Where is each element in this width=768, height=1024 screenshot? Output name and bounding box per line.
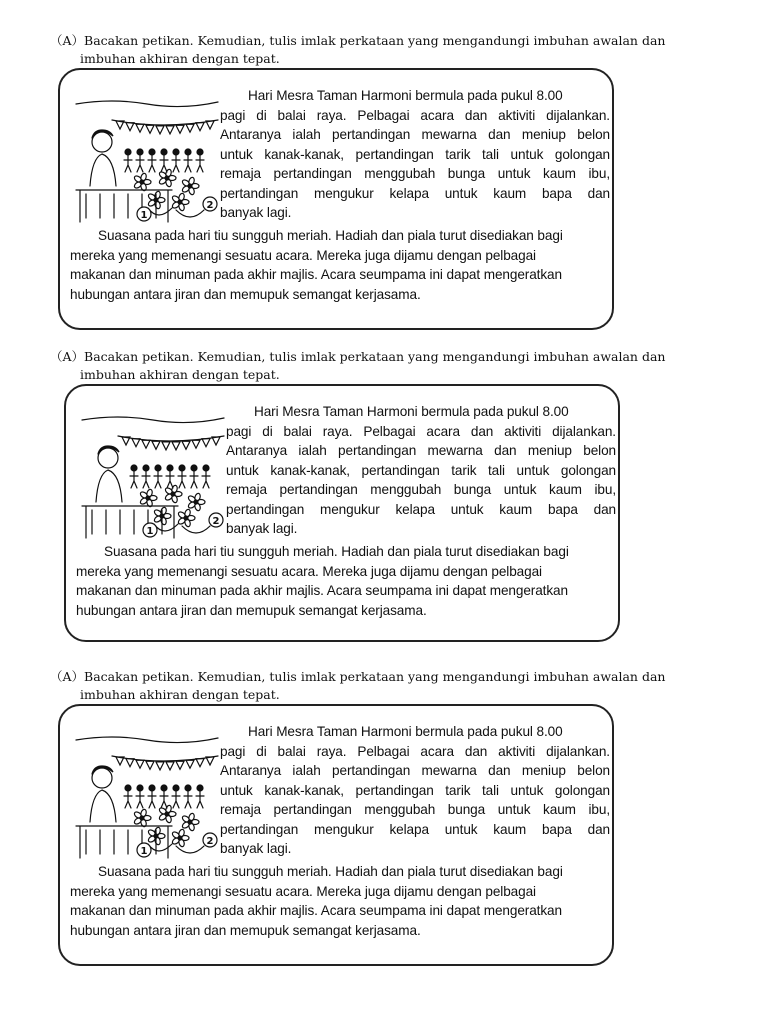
crowd-head	[185, 149, 191, 155]
crowd-figure	[202, 471, 210, 488]
bunting-flag	[196, 123, 204, 131]
crowd-head	[161, 785, 167, 791]
stall-table	[76, 190, 172, 222]
passage-line: makanan dan minuman pada akhir majlis. Acara seumpama ini dapat mengeratkan	[70, 903, 562, 918]
crowd-head	[149, 785, 155, 791]
crowd-figure	[178, 471, 186, 488]
crowd-head	[173, 785, 179, 791]
crowd-figure	[184, 791, 192, 808]
passage-paragraph-1	[226, 402, 616, 539]
crowd-figure	[136, 155, 144, 172]
flower-center	[154, 198, 158, 202]
fair-scene-svg	[72, 90, 222, 225]
passage-line: hubungan antara jiran dan memupuk semangat kerjasama.	[70, 922, 421, 938]
passage-line: hubungan antara jiran dan memupuk semangat kerjasama.	[70, 286, 421, 302]
instruction-2	[50, 348, 670, 384]
woman-body	[96, 470, 122, 502]
flower-center	[178, 836, 182, 840]
passage-box-2	[64, 384, 620, 642]
badge-label: 1	[146, 526, 154, 537]
crowd-head	[155, 465, 161, 471]
passage-line: mereka yang memenangi sesuatu acara. Mereka juga dijamu dengan pelbagai	[70, 247, 536, 263]
crowd-head	[137, 785, 143, 791]
bunting-flag	[136, 124, 144, 132]
instruction-1	[50, 32, 670, 68]
passage-box-3	[58, 704, 614, 966]
crowd-figure	[124, 155, 132, 172]
crowd-figure	[172, 791, 180, 808]
passage-paragraph-1	[220, 722, 610, 859]
bunting-flag	[182, 441, 190, 449]
passage-line: pertandingan mengukur kelapa untuk kaum bapa dan	[220, 821, 610, 837]
passage-line: pertandingan mengukur kelapa untuk kaum bapa dan	[226, 501, 616, 517]
bunting-flag	[166, 762, 174, 770]
crowd-head	[173, 149, 179, 155]
passage-line: Suasana pada hari tiu sungguh meriah. Hadiah dan piala turut disediakan bagi	[98, 228, 563, 243]
crowd-head	[125, 149, 131, 155]
fair-illustration	[72, 90, 222, 225]
fair-illustration	[78, 406, 228, 541]
instruction-line-1: （A）Bacakan petikan. Kemudian, tulis imlak perkataan yang mengandungi imbuhan awalan dan	[50, 669, 666, 684]
instruction-line-2: imbuhan akhiran dengan tepat.	[80, 51, 280, 66]
passage-line: Suasana pada hari tiu sungguh meriah. Hadiah dan piala turut disediakan bagi	[98, 864, 563, 879]
badge-label: 2	[206, 200, 214, 211]
passage-box-1	[58, 68, 614, 330]
passage-line: Antaranya ialah pertandingan mewarna dan meniup belon	[226, 443, 616, 458]
flower-center	[194, 500, 198, 504]
vase	[182, 526, 210, 533]
passage-line: remaja pertandingan menggubah bunga untuk kaum ibu,	[220, 802, 610, 817]
flower-center	[146, 496, 150, 500]
bunting-flag	[142, 440, 150, 448]
crowd-head	[143, 465, 149, 471]
woman-body	[90, 154, 116, 186]
passage-line: Antaranya ialah pertandingan mewarna dan meniup belon	[220, 763, 610, 778]
flower-center	[154, 834, 158, 838]
passage-line: mereka yang memenangi sesuatu acara. Mereka juga dijamu dengan pelbagai	[76, 563, 542, 579]
bunting-flag	[146, 761, 154, 769]
bunting-flag	[122, 437, 130, 445]
crowd-head	[131, 465, 137, 471]
flower-center	[171, 492, 175, 496]
passage-line: pagi di balai raya. Pelbagai acara dan aktiviti dijalankan.	[226, 423, 616, 439]
passage-line: pertandingan mengukur kelapa untuk kaum bapa dan	[220, 185, 610, 201]
bunting-flag	[176, 761, 184, 769]
flower-center	[165, 812, 169, 816]
crowd-figure	[130, 471, 138, 488]
bunting-flag	[156, 126, 164, 134]
bunting-flag	[126, 759, 134, 767]
bunting-flag	[192, 440, 200, 448]
crowd-head	[125, 785, 131, 791]
crowd-head	[203, 465, 209, 471]
crowd-figure	[190, 471, 198, 488]
instruction-line-2: imbuhan akhiran dengan tepat.	[80, 687, 280, 702]
flower-center	[140, 180, 144, 184]
stall-table	[82, 506, 178, 538]
crowd-figure	[148, 155, 156, 172]
crowd-figure	[172, 155, 180, 172]
flower-center	[140, 816, 144, 820]
bunting-flag	[162, 442, 170, 450]
crowd-figure	[160, 155, 168, 172]
fair-illustration	[72, 726, 222, 861]
crowd-head	[197, 149, 203, 155]
bunting-flag	[196, 759, 204, 767]
passage-line: banyak lagi.	[220, 841, 292, 856]
passage-line: mereka yang memenangi sesuatu acara. Mereka juga dijamu dengan pelbagai	[70, 883, 536, 899]
flower-center	[188, 820, 192, 824]
bunting-flag	[152, 441, 160, 449]
passage-line: makanan dan minuman pada akhir majlis. Acara seumpama ini dapat mengeratkan	[76, 583, 568, 598]
canopy-line	[76, 101, 218, 107]
passage-line: hubungan antara jiran dan memupuk semangat kerjasama.	[76, 602, 427, 618]
passage-line: makanan dan minuman pada akhir majlis. Acara seumpama ini dapat mengeratkan	[70, 267, 562, 282]
passage-line: banyak lagi.	[220, 205, 292, 220]
bunting-flag	[146, 125, 154, 133]
crowd-figure	[124, 791, 132, 808]
crowd-figure	[196, 155, 204, 172]
passage-line: banyak lagi.	[226, 521, 298, 536]
passage-line: Hari Mesra Taman Harmoni bermula pada pukul 8.00	[248, 88, 563, 103]
crowd-figure	[196, 791, 204, 808]
passage-line: untuk kanak-kanak, pertandingan tarik tali untuk golongan	[226, 462, 616, 478]
vase	[176, 846, 204, 853]
passage-line: pagi di balai raya. Pelbagai acara dan aktiviti dijalankan.	[220, 107, 610, 123]
bunting-flag	[176, 125, 184, 133]
bunting-flag	[116, 121, 124, 129]
instruction-3	[50, 668, 670, 704]
bunting-flag	[136, 760, 144, 768]
passage-line: remaja pertandingan menggubah bunga untuk kaum ibu,	[226, 482, 616, 497]
stall-table	[76, 826, 172, 858]
bunting-flag	[206, 757, 214, 765]
vase	[176, 210, 204, 217]
crowd-figure	[184, 155, 192, 172]
crowd-head	[149, 149, 155, 155]
bunting-flag	[186, 760, 194, 768]
bunting-flag	[166, 126, 174, 134]
crowd-head	[185, 785, 191, 791]
passage-line: untuk kanak-kanak, pertandingan tarik tali untuk golongan	[220, 146, 610, 162]
passage-paragraph-2	[76, 542, 616, 620]
crowd-figure	[166, 471, 174, 488]
passage-line: Suasana pada hari tiu sungguh meriah. Hadiah dan piala turut disediakan bagi	[104, 544, 569, 559]
passage-paragraph-2	[70, 226, 610, 304]
bunting-flag	[126, 123, 134, 131]
fair-scene-svg	[78, 406, 228, 541]
passage-line: Antaranya ialah pertandingan mewarna dan meniup belon	[220, 127, 610, 142]
badge-label: 2	[206, 836, 214, 847]
crowd-head	[179, 465, 185, 471]
badge-label: 1	[140, 846, 148, 857]
crowd-figure	[136, 791, 144, 808]
flower-center	[165, 176, 169, 180]
instruction-line-1: （A）Bacakan petikan. Kemudian, tulis imlak perkataan yang mengandungi imbuhan awalan dan	[50, 33, 666, 48]
passage-paragraph-2	[70, 862, 610, 940]
bunting-flag	[116, 757, 124, 765]
bunting-flag	[206, 121, 214, 129]
bunting-flag	[202, 439, 210, 447]
passage-line: pagi di balai raya. Pelbagai acara dan aktiviti dijalankan.	[220, 743, 610, 759]
bunting-flag	[186, 124, 194, 132]
crowd-head	[191, 465, 197, 471]
crowd-figure	[148, 791, 156, 808]
passage-line: untuk kanak-kanak, pertandingan tarik tali untuk golongan	[220, 782, 610, 798]
flower-center	[184, 516, 188, 520]
canopy-line	[82, 417, 224, 423]
bunting-flag	[212, 437, 220, 445]
crowd-head	[161, 149, 167, 155]
instruction-line-2: imbuhan akhiran dengan tepat.	[80, 367, 280, 382]
crowd-head	[167, 465, 173, 471]
woman-body	[90, 790, 116, 822]
passage-line: Hari Mesra Taman Harmoni bermula pada pukul 8.00	[248, 724, 563, 739]
passage-line: Hari Mesra Taman Harmoni bermula pada pukul 8.00	[254, 404, 569, 419]
canopy-line	[76, 737, 218, 743]
bunting-flag	[132, 439, 140, 447]
crowd-head	[197, 785, 203, 791]
fair-scene-svg	[72, 726, 222, 861]
crowd-figure	[160, 791, 168, 808]
instruction-line-1: （A）Bacakan petikan. Kemudian, tulis imlak perkataan yang mengandungi imbuhan awalan dan	[50, 349, 666, 364]
bunting-flag	[172, 442, 180, 450]
bunting-flag	[156, 762, 164, 770]
crowd-head	[137, 149, 143, 155]
flower-center	[188, 184, 192, 188]
flower-center	[160, 514, 164, 518]
passage-paragraph-1	[220, 86, 610, 223]
passage-line: remaja pertandingan menggubah bunga untuk kaum ibu,	[220, 166, 610, 181]
crowd-figure	[142, 471, 150, 488]
badge-label: 2	[212, 516, 220, 527]
flower-center	[178, 200, 182, 204]
crowd-figure	[154, 471, 162, 488]
badge-label: 1	[140, 210, 148, 221]
